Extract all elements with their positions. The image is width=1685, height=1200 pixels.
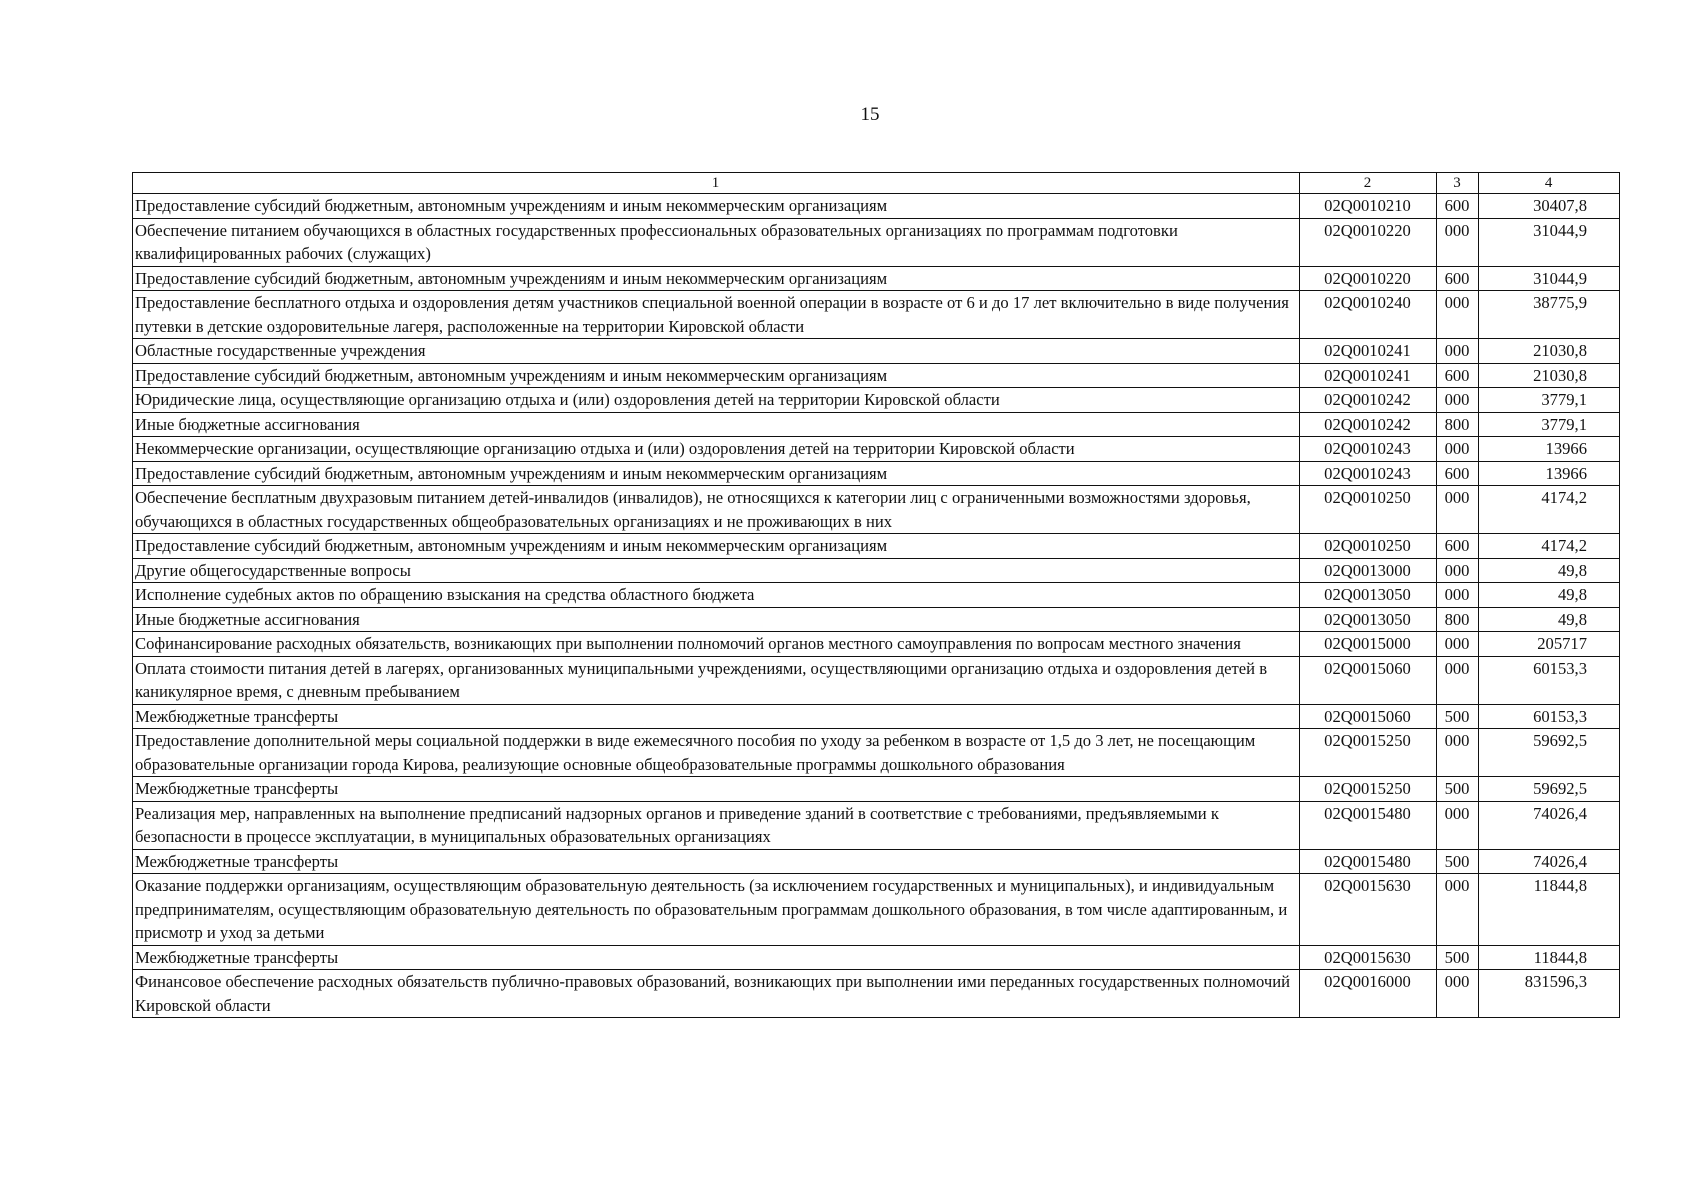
table-row	[133, 607, 1620, 632]
row-name-cell: Софинансирование расходных обязательств, возникающих при выполнении полномочий органов местного самоуправления по вопросам местного значения	[133, 632, 1300, 657]
row-sum-cell: 13966	[1479, 437, 1620, 462]
row-type-cell: 000	[1436, 218, 1478, 266]
table-row	[133, 388, 1620, 413]
row-type-cell: 000	[1436, 437, 1478, 462]
row-code-cell: 02Q0013050	[1300, 583, 1437, 608]
row-code-cell: 02Q0015060	[1300, 656, 1437, 704]
row-name-cell: Обеспечение бесплатным двухразовым питанием детей-инвалидов (инвалидов), не относящихся к категории лиц с ограниченными возможностями здоровья, обучающихся в областных государственных общеобразовательных организациях и не проживающих в них	[133, 486, 1300, 534]
row-name-cell: Межбюджетные трансферты	[133, 945, 1300, 970]
row-sum-cell: 49,8	[1479, 558, 1620, 583]
table-row	[133, 437, 1620, 462]
row-name-cell: Оплата стоимости питания детей в лагерях, организованных муниципальными учреждениями, осуществляющими организацию отдыха и оздоровления детей в каникулярное время, с дневным пребыванием	[133, 656, 1300, 704]
row-type-cell: 600	[1436, 363, 1478, 388]
row-type-cell: 500	[1436, 777, 1478, 802]
row-sum-cell: 60153,3	[1479, 656, 1620, 704]
row-type-cell: 600	[1436, 194, 1478, 219]
row-type-cell: 000	[1436, 558, 1478, 583]
row-type-cell: 000	[1436, 656, 1478, 704]
row-sum-cell: 831596,3	[1479, 970, 1620, 1018]
row-code-cell: 02Q0010250	[1300, 486, 1437, 534]
table-row	[133, 534, 1620, 559]
table-row	[133, 656, 1620, 704]
row-type-cell: 500	[1436, 849, 1478, 874]
row-type-cell: 000	[1436, 970, 1478, 1018]
row-name-cell: Иные бюджетные ассигнования	[133, 412, 1300, 437]
row-sum-cell: 59692,5	[1479, 777, 1620, 802]
row-name-cell: Межбюджетные трансферты	[133, 704, 1300, 729]
row-type-cell: 600	[1436, 534, 1478, 559]
table-row	[133, 632, 1620, 657]
row-type-cell: 000	[1436, 729, 1478, 777]
row-sum-cell: 74026,4	[1479, 801, 1620, 849]
row-sum-cell: 21030,8	[1479, 363, 1620, 388]
row-sum-cell: 74026,4	[1479, 849, 1620, 874]
row-code-cell: 02Q0010210	[1300, 194, 1437, 219]
table-row	[133, 777, 1620, 802]
table-header	[133, 173, 1620, 194]
row-name-cell: Юридические лица, осуществляющие организацию отдыха и (или) оздоровления детей на территории Кировской области	[133, 388, 1300, 413]
row-code-cell: 02Q0010220	[1300, 266, 1437, 291]
table-row	[133, 874, 1620, 946]
table-row	[133, 849, 1620, 874]
row-sum-cell: 49,8	[1479, 607, 1620, 632]
budget-table	[132, 172, 1620, 1018]
row-type-cell: 000	[1436, 339, 1478, 364]
table-row	[133, 218, 1620, 266]
header-col-2: 2	[1300, 173, 1437, 194]
row-code-cell: 02Q0010241	[1300, 363, 1437, 388]
row-sum-cell: 11844,8	[1479, 874, 1620, 946]
row-code-cell: 02Q0015250	[1300, 777, 1437, 802]
row-code-cell: 02Q0015630	[1300, 945, 1437, 970]
row-type-cell: 000	[1436, 486, 1478, 534]
table-row	[133, 945, 1620, 970]
row-sum-cell: 30407,8	[1479, 194, 1620, 219]
row-type-cell: 800	[1436, 412, 1478, 437]
row-name-cell: Областные государственные учреждения	[133, 339, 1300, 364]
table-row	[133, 729, 1620, 777]
row-name-cell: Обеспечение питанием обучающихся в областных государственных профессиональных образовательных организациях по программам подготовки квалифицированных рабочих (служащих)	[133, 218, 1300, 266]
row-sum-cell: 60153,3	[1479, 704, 1620, 729]
row-code-cell: 02Q0015480	[1300, 849, 1437, 874]
row-sum-cell: 59692,5	[1479, 729, 1620, 777]
row-name-cell: Межбюджетные трансферты	[133, 777, 1300, 802]
row-code-cell: 02Q0015000	[1300, 632, 1437, 657]
table-row	[133, 363, 1620, 388]
row-name-cell: Предоставление дополнительной меры социальной поддержки в виде ежемесячного пособия по уходу за ребенком в возрасте от 1,5 до 3 лет, не посещающим образовательные организации города Кирова, реализующие основные общеобразовательные программы дошкольного образования	[133, 729, 1300, 777]
row-name-cell: Межбюджетные трансферты	[133, 849, 1300, 874]
table-row	[133, 486, 1620, 534]
row-sum-cell: 11844,8	[1479, 945, 1620, 970]
header-col-4: 4	[1479, 173, 1620, 194]
row-type-cell: 000	[1436, 801, 1478, 849]
row-code-cell: 02Q0015250	[1300, 729, 1437, 777]
row-sum-cell: 3779,1	[1479, 412, 1620, 437]
row-name-cell: Предоставление субсидий бюджетным, автономным учреждениям и иным некоммерческим организациям	[133, 461, 1300, 486]
table-row	[133, 194, 1620, 219]
header-col-3: 3	[1436, 173, 1478, 194]
header-col-1: 1	[133, 173, 1300, 194]
row-type-cell: 500	[1436, 945, 1478, 970]
row-sum-cell: 38775,9	[1479, 291, 1620, 339]
table-row	[133, 339, 1620, 364]
row-type-cell: 500	[1436, 704, 1478, 729]
row-sum-cell: 4174,2	[1479, 534, 1620, 559]
table-body	[133, 194, 1620, 1018]
row-code-cell: 02Q0013050	[1300, 607, 1437, 632]
row-type-cell: 000	[1436, 632, 1478, 657]
row-sum-cell: 49,8	[1479, 583, 1620, 608]
row-code-cell: 02Q0010250	[1300, 534, 1437, 559]
row-code-cell: 02Q0013000	[1300, 558, 1437, 583]
table-row	[133, 704, 1620, 729]
row-code-cell: 02Q0010242	[1300, 412, 1437, 437]
row-type-cell: 000	[1436, 291, 1478, 339]
row-code-cell: 02Q0015060	[1300, 704, 1437, 729]
row-name-cell: Финансовое обеспечение расходных обязательств публично-правовых образований, возникающих при выполнении ими переданных государственных полномочий Кировской области	[133, 970, 1300, 1018]
row-type-cell: 000	[1436, 388, 1478, 413]
row-name-cell: Другие общегосударственные вопросы	[133, 558, 1300, 583]
table-row	[133, 970, 1620, 1018]
row-name-cell: Исполнение судебных актов по обращению взыскания на средства областного бюджета	[133, 583, 1300, 608]
row-code-cell: 02Q0010220	[1300, 218, 1437, 266]
row-name-cell: Иные бюджетные ассигнования	[133, 607, 1300, 632]
row-code-cell: 02Q0010243	[1300, 437, 1437, 462]
row-type-cell: 600	[1436, 266, 1478, 291]
row-name-cell: Реализация мер, направленных на выполнение предписаний надзорных органов и приведение зданий в соответствие с требованиями, предъявляемыми к безопасности в процессе эксплуатации, в муниципальных образовательных организациях	[133, 801, 1300, 849]
table-row	[133, 266, 1620, 291]
row-type-cell: 800	[1436, 607, 1478, 632]
table-row	[133, 583, 1620, 608]
row-code-cell: 02Q0010242	[1300, 388, 1437, 413]
table-row	[133, 291, 1620, 339]
row-name-cell: Предоставление субсидий бюджетным, автономным учреждениям и иным некоммерческим организациям	[133, 534, 1300, 559]
row-code-cell: 02Q0015630	[1300, 874, 1437, 946]
table-row	[133, 558, 1620, 583]
row-name-cell: Предоставление субсидий бюджетным, автономным учреждениям и иным некоммерческим организациям	[133, 266, 1300, 291]
row-code-cell: 02Q0015480	[1300, 801, 1437, 849]
row-sum-cell: 4174,2	[1479, 486, 1620, 534]
row-sum-cell: 31044,9	[1479, 266, 1620, 291]
row-sum-cell: 3779,1	[1479, 388, 1620, 413]
row-code-cell: 02Q0010243	[1300, 461, 1437, 486]
row-code-cell: 02Q0016000	[1300, 970, 1437, 1018]
row-name-cell: Предоставление субсидий бюджетным, автономным учреждениям и иным некоммерческим организациям	[133, 194, 1300, 219]
row-sum-cell: 205717	[1479, 632, 1620, 657]
row-name-cell: Предоставление бесплатного отдыха и оздоровления детям участников специальной военной операции в возрасте от 6 и до 17 лет включительно в виде получения путевки в детские оздоровительные лагеря, расположенные на территории Кировской области	[133, 291, 1300, 339]
table-row	[133, 412, 1620, 437]
row-name-cell: Некоммерческие организации, осуществляющие организацию отдыха и (или) оздоровления детей на территории Кировской области	[133, 437, 1300, 462]
row-code-cell: 02Q0010241	[1300, 339, 1437, 364]
table-row	[133, 461, 1620, 486]
row-type-cell: 600	[1436, 461, 1478, 486]
header-row	[133, 173, 1620, 194]
row-code-cell: 02Q0010240	[1300, 291, 1437, 339]
row-sum-cell: 31044,9	[1479, 218, 1620, 266]
row-name-cell: Оказание поддержки организациям, осуществляющим образовательную деятельность (за исключением государственных и муниципальных), и индивидуальным предпринимателям, осуществляющим образовательную деятельность по образовательным программам дошкольного образования, в том числе адаптированным, и присмотр и уход за детьми	[133, 874, 1300, 946]
row-sum-cell: 13966	[1479, 461, 1620, 486]
row-type-cell: 000	[1436, 874, 1478, 946]
row-type-cell: 000	[1436, 583, 1478, 608]
row-name-cell: Предоставление субсидий бюджетным, автономным учреждениям и иным некоммерческим организациям	[133, 363, 1300, 388]
table-row	[133, 801, 1620, 849]
page-number: 15	[860, 104, 880, 125]
row-sum-cell: 21030,8	[1479, 339, 1620, 364]
